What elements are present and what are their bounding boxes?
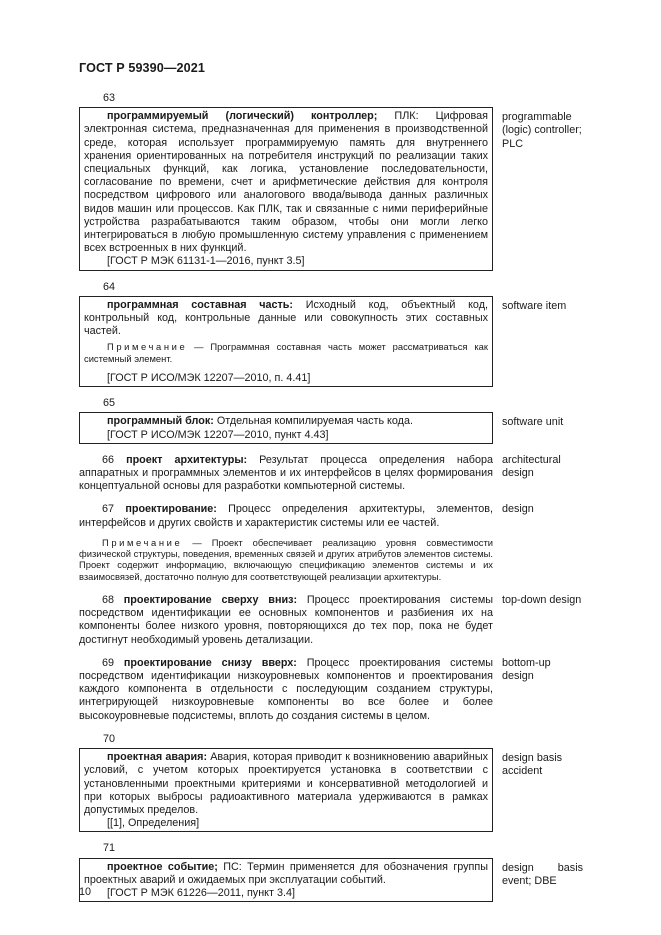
source-reference: [ГОСТ Р ИСО/МЭК 12207—2010, пункт 4.43] <box>107 428 329 441</box>
term-entry <box>79 107 583 270</box>
definition: Результат процесса определения набора аппаратных и программных элементов и их интерфейсов в целях формирования концептуальной основы для разработки компьютерной системы. <box>79 453 493 493</box>
note-label: Примечание <box>107 341 188 353</box>
entry-number: 64 <box>103 280 116 293</box>
entry-number: 71 <box>103 842 116 855</box>
definition-paragraph <box>79 454 493 494</box>
term: проектирование снизу вверх: <box>123 656 297 669</box>
english-equivalent: design basis accident <box>502 752 563 778</box>
terms-list <box>79 92 583 912</box>
english-equivalent: design basis event; DBE <box>502 861 583 887</box>
definition-paragraph <box>84 751 488 817</box>
definition: Процесс проектирования системы посредством идентификации ее основных компонентов и разбиения их на компоненты более низкого уровня, повторяющихся до тех пор, пока не будет достигнут необходимый уровень детализации. <box>79 594 493 646</box>
term-definition-box <box>79 412 493 443</box>
source-reference: [ГОСТ Р МЭК 61226—2011, пункт 3.4] <box>107 886 295 899</box>
definition-paragraph <box>84 861 488 887</box>
note-text: — Проект обеспечивает реализацию уровня совместимости физической структуры, поведения, временных связей и других атрибутов элементов системы. Проект содержит информацию, включающую спецификацию элементов системы и их взаимосвязей, достаточно полную для соответствующей реализации архитектуры. <box>79 536 493 582</box>
entry-number: 65 <box>103 397 116 410</box>
definition: ПЛК: Цифровая электронная система, предназначенная для применения в производственной среде, которая использует программируемую память для внутреннего хранения ориентированных на потребителя инструкций по реализации таких специальных функций, как логика, установление последовательности, согласование по времени, счет и арифметические действия для контроля посредством цифрового или аналогового ввода/вывода данных различных видов машин или процессов. Как ПЛК, так и связанные с ними периферийные устройства разрабатываются таким образом, чтобы они могли легко интегрироваться в любую промышленную систему управления с применением всех встроенных в них функций. <box>84 110 489 255</box>
entry-number: 67 <box>102 503 115 516</box>
source-reference: [ГОСТ Р МЭК 61131-1—2016, пункт 3.5] <box>107 255 305 268</box>
source-reference: [ГОСТ Р ИСО/МЭК 12207—2010, п. 4.41] <box>107 372 311 385</box>
term: проектирование: <box>125 503 217 516</box>
document-header: ГОСТ Р 59390—2021 <box>79 61 205 75</box>
term: программный блок: <box>107 415 214 428</box>
english-equivalent: programmable (logic) controller; PLC <box>502 111 582 150</box>
entry-number: 63 <box>103 92 116 104</box>
definition: ПС: Термин применяется для обозначения группы проектных аварий и ожидаемых при эксплуатации событий. <box>84 860 488 886</box>
entry-number: 66 <box>102 453 115 466</box>
term-definition-box <box>79 858 493 903</box>
definition: Авария, которая приводит к возникновению аварийных условий, с учетом которых проектируется установка в соответствии с установленными проектными критериями и консервативной методологией и при которых выбросы радиоактивного материала удерживаются в рамках допустимых пределов. <box>84 751 488 816</box>
definition-paragraph <box>79 594 493 647</box>
term-entry <box>79 657 583 723</box>
note <box>79 537 493 582</box>
note-text: — Программная составная часть может рассматриваться как системный элемент. <box>84 341 488 364</box>
english-equivalent: software item <box>502 299 567 312</box>
definition: Отдельная компилируемая часть кода. <box>213 415 413 428</box>
definition-paragraph <box>84 415 488 428</box>
term-entry <box>79 594 583 647</box>
english-equivalent: bottom-up design <box>502 656 551 683</box>
definition-paragraph <box>79 657 493 723</box>
entry-number: 68 <box>102 594 115 607</box>
term-entry <box>79 412 583 443</box>
term-definition-box <box>79 748 493 832</box>
term-entry <box>79 503 583 584</box>
term-entry <box>79 858 583 903</box>
english-equivalent: design <box>502 503 534 516</box>
term-definition-box <box>79 107 493 270</box>
term: проектная авария: <box>107 751 208 764</box>
term-entry <box>79 454 583 494</box>
entry-number: 70 <box>103 732 116 745</box>
english-equivalent: software unit <box>502 416 564 429</box>
english-equivalent: architectural design <box>502 453 561 480</box>
definition-paragraph <box>84 110 488 255</box>
definition-paragraph <box>79 503 493 529</box>
definition: Процесс проектирования системы посредством идентификации низкоуровневых компонентов и проектирования каждого компонента в отдельности с последующим созданием структуры, интегрирующей низкоуровневые компоненты во все более и более высокоуровневые подсистемы, вплоть до создания системы в целом. <box>79 656 494 722</box>
page-number: 10 <box>79 886 92 898</box>
term-entry <box>79 748 583 832</box>
source-reference: [[1], Определения] <box>107 817 200 830</box>
definition: Исходный код, объектный код, контрольный код, контрольные данные или совокупность этих составных частей. <box>84 298 488 338</box>
note-label: Примечание <box>102 536 183 548</box>
term-definition-box <box>79 296 493 387</box>
term: программируемый (логический) контроллер; <box>107 110 378 123</box>
note <box>84 341 488 364</box>
term: проект архитектуры: <box>126 453 248 466</box>
term: программная составная часть: <box>107 298 294 311</box>
definition: Процесс определения архитектуры, элементов, интерфейсов и других свойств и характеристик системы или ее частей. <box>79 503 494 529</box>
term: проектирование сверху вниз: <box>123 594 298 607</box>
term-entry <box>79 296 583 387</box>
definition-paragraph <box>84 299 488 339</box>
entry-number: 69 <box>102 656 115 669</box>
english-equivalent: top-down design <box>502 594 582 607</box>
term: проектное событие; <box>107 860 218 873</box>
